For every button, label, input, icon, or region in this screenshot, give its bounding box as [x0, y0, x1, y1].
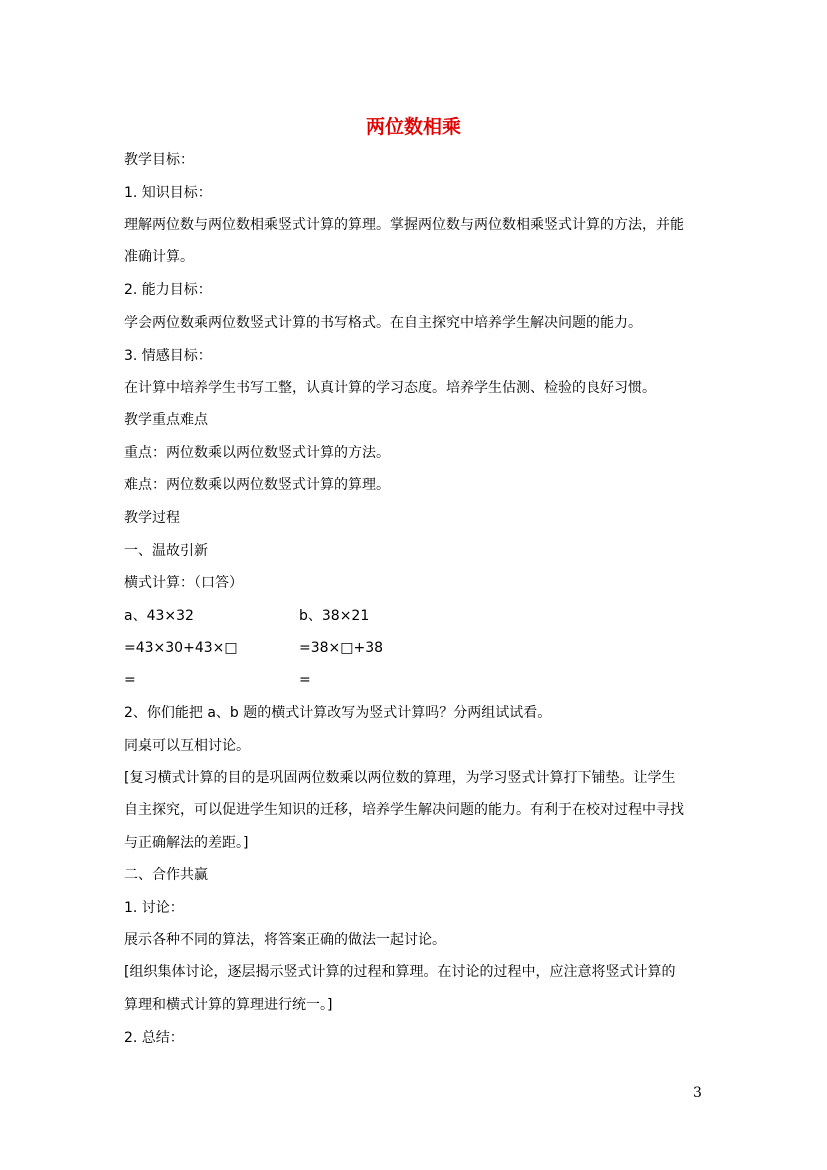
text-line: 二、合作共赢 [124, 867, 208, 883]
page-number: 3 [693, 1085, 702, 1101]
text-line: 展示各种不同的算法，将答案正确的做法一起讨论。 [124, 932, 446, 948]
text-line: 3. 情感目标： [124, 348, 212, 364]
text-line: 2. 能力目标： [124, 282, 212, 298]
text-line: 教学目标： [124, 152, 194, 168]
text-line: 教学过程 [124, 510, 180, 526]
text-line: 算理和横式计算的算理进行统一。] [124, 997, 333, 1013]
text-line: [组织集体讨论，逐层揭示竖式计算的过程和算理。在讨论的过程中，应注意将竖式计算的 [124, 964, 676, 980]
text-line: 2、你们能把 a、b 题的横式计算改写为竖式计算吗？分两组试试看。 [124, 705, 552, 721]
text-line: 同桌可以互相讨论。 [124, 738, 250, 754]
text-line: [复习横式计算的目的是巩固两位数乘以两位数的算理，为学习竖式计算打下铺垫。让学生 [124, 770, 676, 786]
text-line: 教学重点难点 [124, 412, 208, 428]
document-title: 两位数相乘 [365, 116, 461, 138]
text-line: 2. 总结： [124, 1030, 184, 1046]
text-line: 难点：两位数乘以两位数竖式计算的算理。 [124, 477, 390, 493]
exercise-b-label: b、38×21 [299, 608, 370, 624]
text-line: 1. 知识目标： [124, 185, 212, 201]
text-line: 学会两位数乘两位数竖式计算的书写格式。在自主探究中培养学生解决问题的能力。 [124, 315, 642, 331]
exercise-a-step2: = [124, 672, 136, 688]
text-line: 在计算中培养学生书写工整，认真计算的学习态度。培养学生估测、检验的良好习惯。 [124, 380, 656, 396]
text-line: 准确计算。 [124, 249, 194, 265]
text-line: 重点：两位数乘以两位数竖式计算的方法。 [124, 445, 390, 461]
exercise-a-label: a、43×32 [124, 608, 194, 624]
text-line: 与正确解法的差距。] [124, 835, 249, 851]
text-line: 1. 讨论： [124, 900, 184, 916]
text-line: 理解两位数与两位数相乘竖式计算的算理。掌握两位数与两位数相乘竖式计算的方法，并能 [124, 217, 684, 233]
exercise-b-step2: = [299, 672, 311, 688]
exercise-b-step1: =38×□+38 [299, 640, 384, 656]
text-line: 横式计算：（口答） [124, 575, 243, 591]
exercise-a-step1: =43×30+43×□ [124, 640, 238, 656]
text-line: 自主探究，可以促进学生知识的迁移，培养学生解决问题的能力。有利于在校对过程中寻找 [124, 802, 684, 818]
text-line: 一、温故引新 [124, 543, 208, 559]
